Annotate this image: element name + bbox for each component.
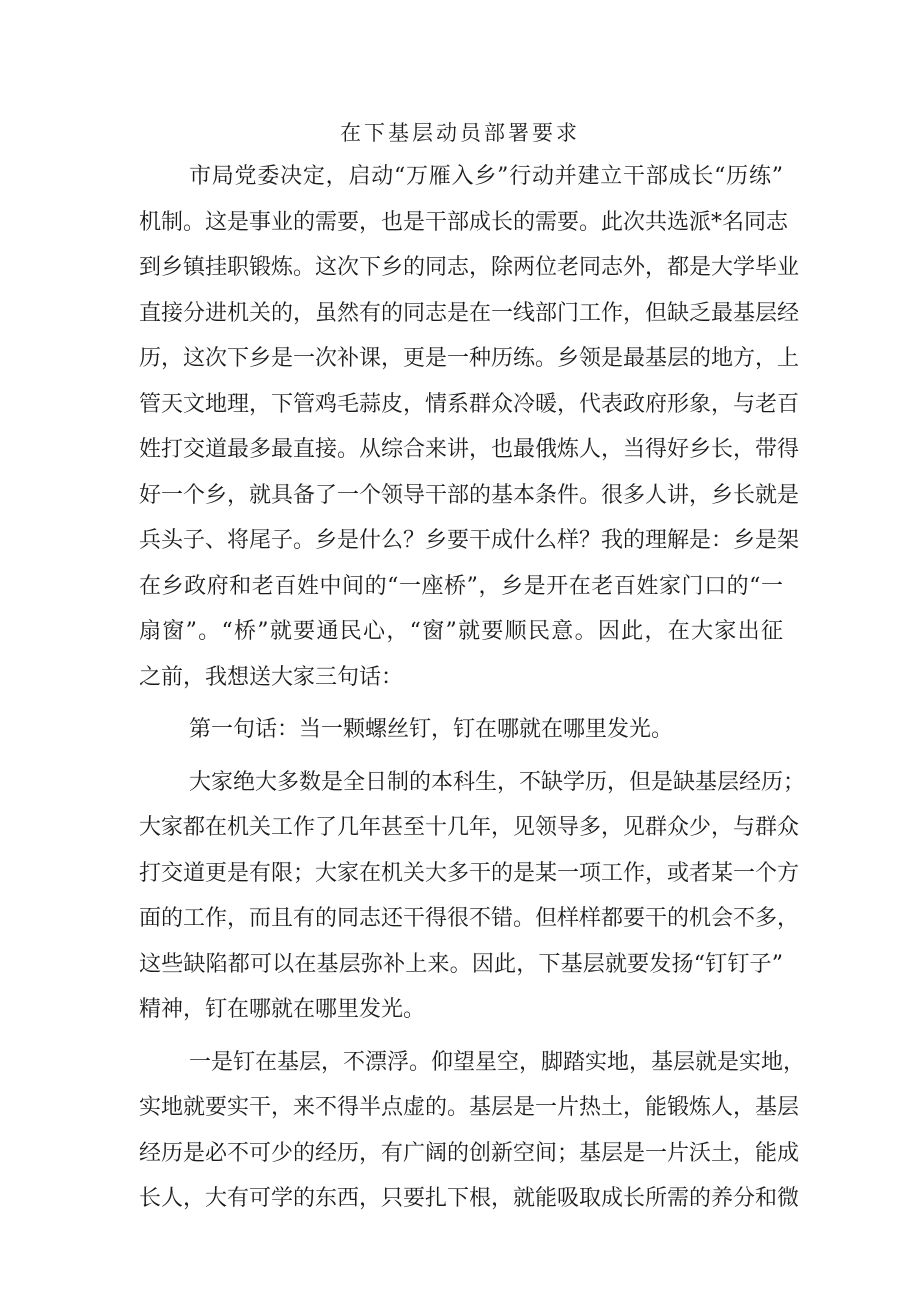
paragraph-line: 直接分进机关的，虽然有的同志是在一线部门工作，但缺乏最基层经 (139, 301, 800, 326)
paragraph-line: 打交道更是有限；大家在机关大多干的是某一项工作，或者某一个方 (139, 861, 800, 886)
paragraph-line: 经历是必不可少的经历，有广阔的创新空间；基层是一片沃土，能成 (139, 1141, 800, 1166)
paragraph-line: 兵头子、将尾子。乡是什么？乡要干成什么样？我的理解是：乡是架 (139, 528, 800, 553)
paragraph-line: 之前，我想送大家三句话： (139, 665, 404, 690)
paragraph-line: 大家绝大多数是全日制的本科生，不缺学历，但是缺基层经历； (189, 770, 806, 795)
section-heading-line: 第一句话：当一颗螺丝钉，钉在哪就在哪里发光。 (189, 717, 674, 742)
paragraph-line: 管天文地理，下管鸡毛蒜皮，情系群众冷暖，代表政府形象，与老百 (139, 392, 800, 417)
paragraph-line: 好一个乡，就具备了一个领导干部的基本条件。很多人讲，乡长就是 (139, 483, 800, 508)
paragraph-line: 长人，大有可学的东西，只要扎下根，就能吸取成长所需的养分和微 (139, 1186, 800, 1211)
paragraph-line: 大家都在机关工作了几年甚至十几年，见领导多，见群众少，与群众 (139, 815, 800, 840)
paragraph-line: 姓打交道最多最直接。从综合来讲，也最俄炼人，当得好乡长，带得 (139, 437, 800, 462)
paragraph-line: 实地就要实干，来不得半点虚的。基层是一片热土，能锻炼人，基层 (139, 1095, 800, 1120)
paragraph-line: 扇窗”。“桥”就要通民心，“窗”就要顺民意。因此，在大家出征 (139, 619, 783, 644)
paragraph-line: 这些缺陷都可以在基层弥补上来。因此，下基层就要发扬“钉钉子” (139, 952, 783, 977)
paragraph-line: 市局党委决定，启动“万雁入乡”行动并建立干部成长“历练” (189, 164, 783, 189)
paragraph-line: 到乡镇挂职锻炼。这次下乡的同志，除两位老同志外，都是大学毕业 (139, 255, 800, 280)
paragraph-line: 历，这次下乡是一次补课，更是一种历练。乡领是最基层的地方，上 (139, 346, 800, 371)
paragraph-line: 面的工作，而且有的同志还干得很不错。但样样都要干的机会不多， (139, 906, 800, 931)
paragraph-line: 机制。这是事业的需要，也是干部成长的需要。此次共选派*名同志 (139, 210, 789, 235)
paragraph-line: 在乡政府和老百姓中间的“一座桥”，乡是开在老百姓家门口的“一 (139, 574, 783, 599)
paragraph-line: 一是钉在基层，不漂浮。仰望星空，脚踏实地，基层就是实地， (189, 1050, 806, 1075)
document-title: 在下基层动员部署要求 (340, 121, 580, 145)
paragraph-line: 精神，钉在哪就在哪里发光。 (139, 997, 426, 1022)
